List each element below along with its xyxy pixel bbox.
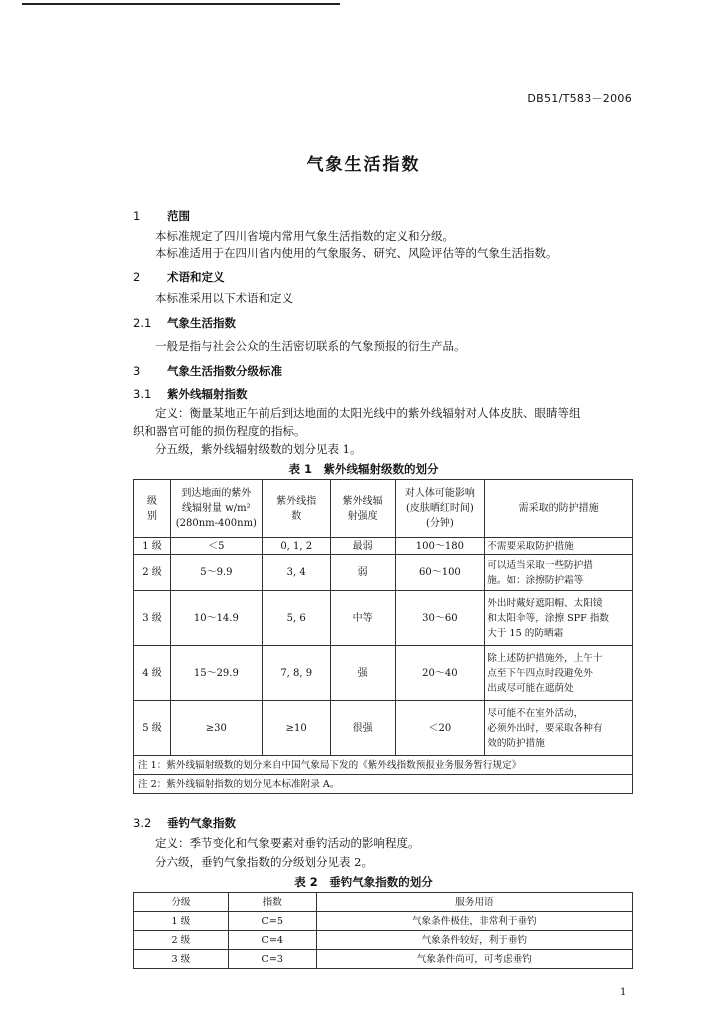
header-burn-time: 对人体可能影响 (皮肤晒红时间) (分钟) [395, 480, 485, 538]
header-intensity: 紫外线辐 射强度 [330, 480, 395, 538]
section-1-heading: 1 范围 [133, 209, 190, 223]
cell-burn-time: 30～60 [395, 591, 485, 646]
cell-intensity: 强 [330, 646, 395, 701]
cell-index: 0, 1, 2 [262, 538, 330, 555]
cell-measures: 尽可能不在室外活动， 必须外出时，要采取各种有 效的防护措施 [485, 701, 633, 756]
cell-intensity: 弱 [330, 555, 395, 591]
document-title: 气象生活指数 [306, 155, 421, 175]
section-3-1-definition-line-2: 织和器官可能的损伤程度的指标。 [133, 424, 306, 438]
cell-burn-time: 20～40 [395, 646, 485, 701]
cell-level: 4 级 [134, 646, 171, 701]
section-2-para: 本标准采用以下术语和定义 [155, 291, 293, 305]
section-3-1-grade-text: 分五级，紫外线辐射级数的划分见表 1。 [155, 442, 362, 456]
uv-radiation-table [133, 479, 633, 794]
cell-measures: 除上述防护措施外，上午十 点至下午四点时段避免外 出或尽可能在遮荫处 [485, 646, 633, 701]
header-measures: 需采取的防护措施 [485, 480, 633, 538]
section-2-heading: 2 术语和定义 [133, 270, 225, 284]
table-row [134, 931, 633, 950]
header-index: 指数 [228, 893, 316, 912]
top-rule [22, 3, 340, 5]
cell-intensity: 最弱 [330, 538, 395, 555]
header-level: 级 别 [134, 480, 171, 538]
standard-code: DB51/T583－2006 [527, 92, 632, 105]
table-row [134, 912, 633, 931]
table-row [134, 555, 633, 591]
section-3-2-heading: 3.2 垂钓气象指数 [133, 816, 236, 830]
cell-measures: 外出时戴好遮阳帽、太阳镜 和太阳伞等，涂擦 SPF 指数 大于 15 的防晒霜 [485, 591, 633, 646]
cell-service-terms: 气象条件极佳，非常利于垂钓 [316, 912, 632, 931]
section-3-2-definition: 定义：季节变化和气象要素对垂钓活动的影响程度。 [155, 836, 420, 850]
table-1-caption: 表 1 紫外线辐射级数的划分 [288, 462, 439, 476]
table-2-caption: 表 2 垂钓气象指数的划分 [294, 875, 433, 889]
cell-intensity: 很强 [330, 701, 395, 756]
fishing-index-table [133, 892, 633, 969]
section-1-para-2: 本标准适用于在四川省内使用的气象服务、研究、风险评估等的气象生活指数。 [155, 246, 558, 260]
cell-measures: 可以适当采取一些防护措 施。如：涂擦防护霜等 [485, 555, 633, 591]
cell-index: 5, 6 [262, 591, 330, 646]
cell-index: 7, 8, 9 [262, 646, 330, 701]
cell-intensity: 中等 [330, 591, 395, 646]
section-3-2-grade-text: 分六级，垂钓气象指数的分级划分见表 2。 [155, 855, 373, 869]
cell-level: 5 级 [134, 701, 171, 756]
table-note-row [134, 756, 633, 775]
cell-index: ≥10 [262, 701, 330, 756]
cell-measures: 不需要采取防护措施 [485, 538, 633, 555]
header-index: 紫外线指 数 [262, 480, 330, 538]
cell-level: 1 级 [134, 912, 229, 931]
cell-burn-time: 100～180 [395, 538, 485, 555]
header-service-terms: 服务用语 [316, 893, 632, 912]
table-header-row [134, 480, 633, 538]
cell-radiation: 15～29.9 [170, 646, 262, 701]
section-2-1-heading: 2.1 气象生活指数 [133, 316, 236, 330]
cell-level: 2 级 [134, 931, 229, 950]
header-radiation: 到达地面的紫外 线辐射量 w/m² (280nm-400nm) [170, 480, 262, 538]
page-number: 1 [620, 987, 627, 998]
section-3-1-heading: 3.1 紫外线辐射指数 [133, 387, 248, 401]
cell-radiation: 10～14.9 [170, 591, 262, 646]
table-note-row [134, 775, 633, 794]
cell-level: 3 级 [134, 950, 229, 969]
table-row [134, 950, 633, 969]
cell-level: 3 级 [134, 591, 171, 646]
table-header-row [134, 893, 633, 912]
section-2-1-para: 一般是指与社会公众的生活密切联系的气象预报的衍生产品。 [155, 339, 466, 353]
table-row [134, 701, 633, 756]
cell-service-terms: 气象条件尚可，可考虑垂钓 [316, 950, 632, 969]
section-1-para-1: 本标准规定了四川省境内常用气象生活指数的定义和分级。 [155, 229, 454, 243]
header-level: 分级 [134, 893, 229, 912]
table-note-1: 注 1：紫外线辐射级数的划分来自中国气象局下发的《紫外线指数预报业务服务暂行规定》 [134, 756, 633, 775]
table-row [134, 646, 633, 701]
cell-index: 3, 4 [262, 555, 330, 591]
table-row [134, 538, 633, 555]
cell-burn-time: ＜20 [395, 701, 485, 756]
cell-level: 1 级 [134, 538, 171, 555]
section-3-1-definition-line-1: 定义：衡量某地正午前后到达地面的太阳光线中的紫外线辐射对人体皮肤、眼睛等组 [155, 406, 581, 420]
cell-service-terms: 气象条件较好，利于垂钓 [316, 931, 632, 950]
cell-index: C=5 [228, 912, 316, 931]
cell-index: C=3 [228, 950, 316, 969]
cell-level: 2 级 [134, 555, 171, 591]
cell-radiation: ＜5 [170, 538, 262, 555]
cell-radiation: ≥30 [170, 701, 262, 756]
cell-index: C=4 [228, 931, 316, 950]
table-note-2: 注 2：紫外线辐射指数的划分见本标准附录 A。 [134, 775, 633, 794]
section-3-heading: 3 气象生活指数分级标准 [133, 364, 282, 378]
cell-radiation: 5～9.9 [170, 555, 262, 591]
table-row [134, 591, 633, 646]
cell-burn-time: 60～100 [395, 555, 485, 591]
